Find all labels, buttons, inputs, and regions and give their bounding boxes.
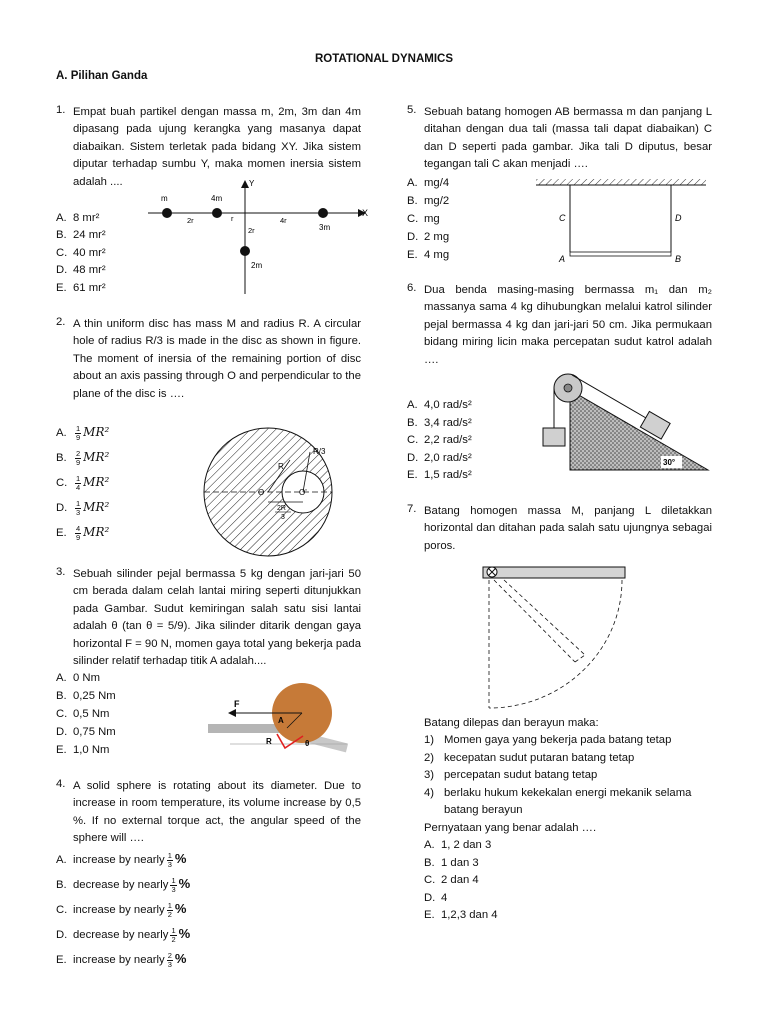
svg-text:m: m: [161, 194, 168, 203]
section-heading: A. Pilihan Ganda: [56, 70, 148, 82]
option-c[interactable]: C. increase by nearly $\frac{1}{2}$ %: [56, 900, 187, 919]
question-number: 6.: [407, 282, 417, 294]
page-title: ROTATIONAL DYNAMICS: [315, 53, 453, 65]
svg-text:C: C: [559, 213, 566, 223]
svg-text:2r: 2r: [248, 226, 255, 235]
option-d[interactable]: D. decrease by nearly $\frac{1}{2}$ %: [56, 925, 191, 944]
svg-text:R: R: [266, 737, 272, 746]
statement-item: 1) Momen gaya yang bekerja pada batang tetap: [424, 734, 672, 746]
hanging-rod-figure: [533, 176, 713, 268]
question-text: Batang homogen massa M, panjang L diletakkan horizontal dan ditahan pada salah satu ujungnya sebagai poros.: [424, 505, 712, 552]
particle-axes-figure: [140, 176, 375, 294]
option-b[interactable]: B. 1 dan 3: [424, 857, 479, 869]
question-number: 4.: [56, 778, 66, 790]
option-c[interactable]: C. 2 dan 4: [424, 874, 479, 886]
option-b[interactable]: B. mg/2: [407, 195, 450, 207]
statement-item: 4) berlaku hukum kekekalan energi mekanik selama batang berayun: [424, 787, 692, 817]
statement-item: 2) kecepatan sudut putaran batang tetap: [424, 752, 635, 764]
particle-m: [162, 208, 172, 218]
question-number: 3.: [56, 566, 66, 578]
option-c[interactable]: C. 40 mr²: [56, 247, 106, 259]
question-text: Sebuah batang homogen AB bermassa m dan panjang L ditahan dengan dua tali (massa tali dapat diabaikan) C dan D seperti pada gambar. Jika tali D diputus, besar tegangan tali C akan menjadi ….: [424, 106, 712, 171]
option-e[interactable]: E. increase by nearly $\frac{2}{3}$ %: [56, 950, 187, 969]
option-d[interactable]: D. 2,0 rad/s²: [407, 452, 472, 464]
option-c[interactable]: C. 0,5 Nm: [56, 708, 110, 720]
svg-text:R: R: [278, 462, 284, 471]
option-d[interactable]: D. 4: [424, 892, 448, 904]
svg-text:2r: 2r: [187, 216, 194, 225]
question-number: 2.: [56, 316, 66, 328]
option-d[interactable]: D. $\frac{1}{3}$ MR²: [56, 498, 110, 517]
option-a[interactable]: A. mg/4: [407, 177, 450, 189]
option-e[interactable]: E. $\frac{4}{9}$ MR²: [56, 523, 110, 542]
option-b[interactable]: B. 0,25 Nm: [56, 690, 116, 702]
svg-text:B: B: [675, 254, 682, 264]
svg-text:3m: 3m: [319, 223, 331, 232]
option-b[interactable]: B. 24 mr²: [56, 229, 106, 241]
svg-text:A: A: [559, 254, 566, 264]
statement-item: 3) percepatan sudut batang tetap: [424, 769, 598, 781]
svg-text:O: O: [258, 488, 265, 497]
particle-4m: [212, 208, 222, 218]
svg-text:4r: 4r: [280, 216, 287, 225]
option-c[interactable]: C. 2,2 rad/s²: [407, 434, 472, 446]
option-e[interactable]: E. 1,2,3 dan 4: [424, 909, 498, 921]
option-d[interactable]: D. 48 mr²: [56, 264, 106, 276]
question-number: 1.: [56, 104, 66, 116]
question-text: Dua benda masing-masing bermassa m₁ dan m₂ massanya sama 4 kg dihubungkan melalui katrol silinder pejal bermassa 4 kg dan jari-jari 50 cm. Jika permukaan bidang miring licin maka percepatan sudut katrol adalah ….: [424, 284, 712, 366]
option-a[interactable]: A. 8 mr²: [56, 212, 100, 224]
question-number: 7.: [407, 503, 417, 515]
particle-3m: [318, 208, 328, 218]
question-text: Sebuah silinder pejal bermassa 5 kg dengan jari-jari 50 cm berada dalam celah lantai miring seperti ditunjukkan pada Gambar. Sudut kemiringan salah satu sisi lantai adalah θ (tan θ = 5/9). Jika silinder ditarik dengan gaya horizontal F = 90 N, momen gaya total yang bekerja pada silinder relatif terhadap titik A adalah....: [73, 568, 361, 668]
option-e[interactable]: E. 1,5 rad/s²: [407, 469, 472, 481]
svg-text:F: F: [234, 699, 240, 709]
option-e[interactable]: E. 1,0 Nm: [56, 744, 110, 756]
option-a[interactable]: A. 0 Nm: [56, 672, 100, 684]
svg-text:O': O': [299, 488, 307, 497]
svg-text:30°: 30°: [663, 458, 676, 467]
option-a[interactable]: A. $\frac{1}{9}$ MR²: [56, 423, 110, 442]
svg-text:A: A: [278, 716, 284, 725]
option-a[interactable]: A. 1, 2 dan 3: [424, 839, 492, 851]
option-d[interactable]: D. 0,75 Nm: [56, 726, 116, 738]
option-e[interactable]: E. 61 mr²: [56, 282, 106, 294]
svg-text:r: r: [231, 214, 234, 223]
option-b[interactable]: B. 3,4 rad/s²: [407, 417, 472, 429]
option-c[interactable]: C. mg: [407, 213, 440, 225]
svg-text:R/3: R/3: [313, 447, 326, 456]
particle-2m: [240, 246, 250, 256]
svg-text:θ: θ: [305, 739, 310, 748]
question-text: Empat buah partikel dengan massa m, 2m, 3m dan 4m dipasang pada ujung kerangka yang masanya dapat diabaikan. Sistem terletak pada bidang XY. Jika sistem diputar terhadap sumbu Y, maka momen inersia sistem adalah ....: [73, 106, 361, 188]
svg-text:D: D: [675, 213, 682, 223]
option-a[interactable]: A. increase by nearly $\frac{1}{3}$ %: [56, 850, 187, 869]
disc-with-hole-figure: [198, 422, 348, 562]
option-d[interactable]: D. 2 mg: [407, 231, 450, 243]
question-subtext: Batang dilepas dan berayun maka:: [424, 717, 599, 729]
swinging-rod-figure: [480, 562, 630, 710]
svg-text:2R: 2R: [277, 505, 286, 512]
svg-text:X: X: [362, 208, 369, 218]
cylinder-on-floor-figure: [205, 676, 350, 756]
option-e[interactable]: E. 4 mg: [407, 249, 450, 261]
option-c[interactable]: C. $\frac{1}{4}$ MR²: [56, 473, 110, 492]
question-text: A solid sphere is rotating about its diameter. Due to increase in room temperature, its volume increase by 0,5 %. If no external torque act, the angular speed of the sphere will ….: [73, 780, 361, 845]
svg-text:Y: Y: [249, 179, 255, 188]
option-a[interactable]: A. 4,0 rad/s²: [407, 399, 472, 411]
pulley-incline-figure: [538, 372, 713, 472]
question-text: A thin uniform disc has mass M and radius R. A circular hole of radius R/3 is made in the disc as shown in figure. The moment of inersia of the remaining portion of disc about an axis passing through O and perpendicular to the plane of the disc is ….: [73, 318, 361, 400]
question-prompt: Pernyataan yang benar adalah ….: [424, 822, 597, 834]
svg-text:4m: 4m: [211, 194, 223, 203]
option-b[interactable]: B. $\frac{2}{9}$ MR²: [56, 448, 110, 467]
svg-text:3: 3: [281, 514, 285, 521]
svg-text:2m: 2m: [251, 261, 263, 270]
option-b[interactable]: B. decrease by nearly $\frac{1}{3}$ %: [56, 875, 191, 894]
question-number: 5.: [407, 104, 417, 116]
